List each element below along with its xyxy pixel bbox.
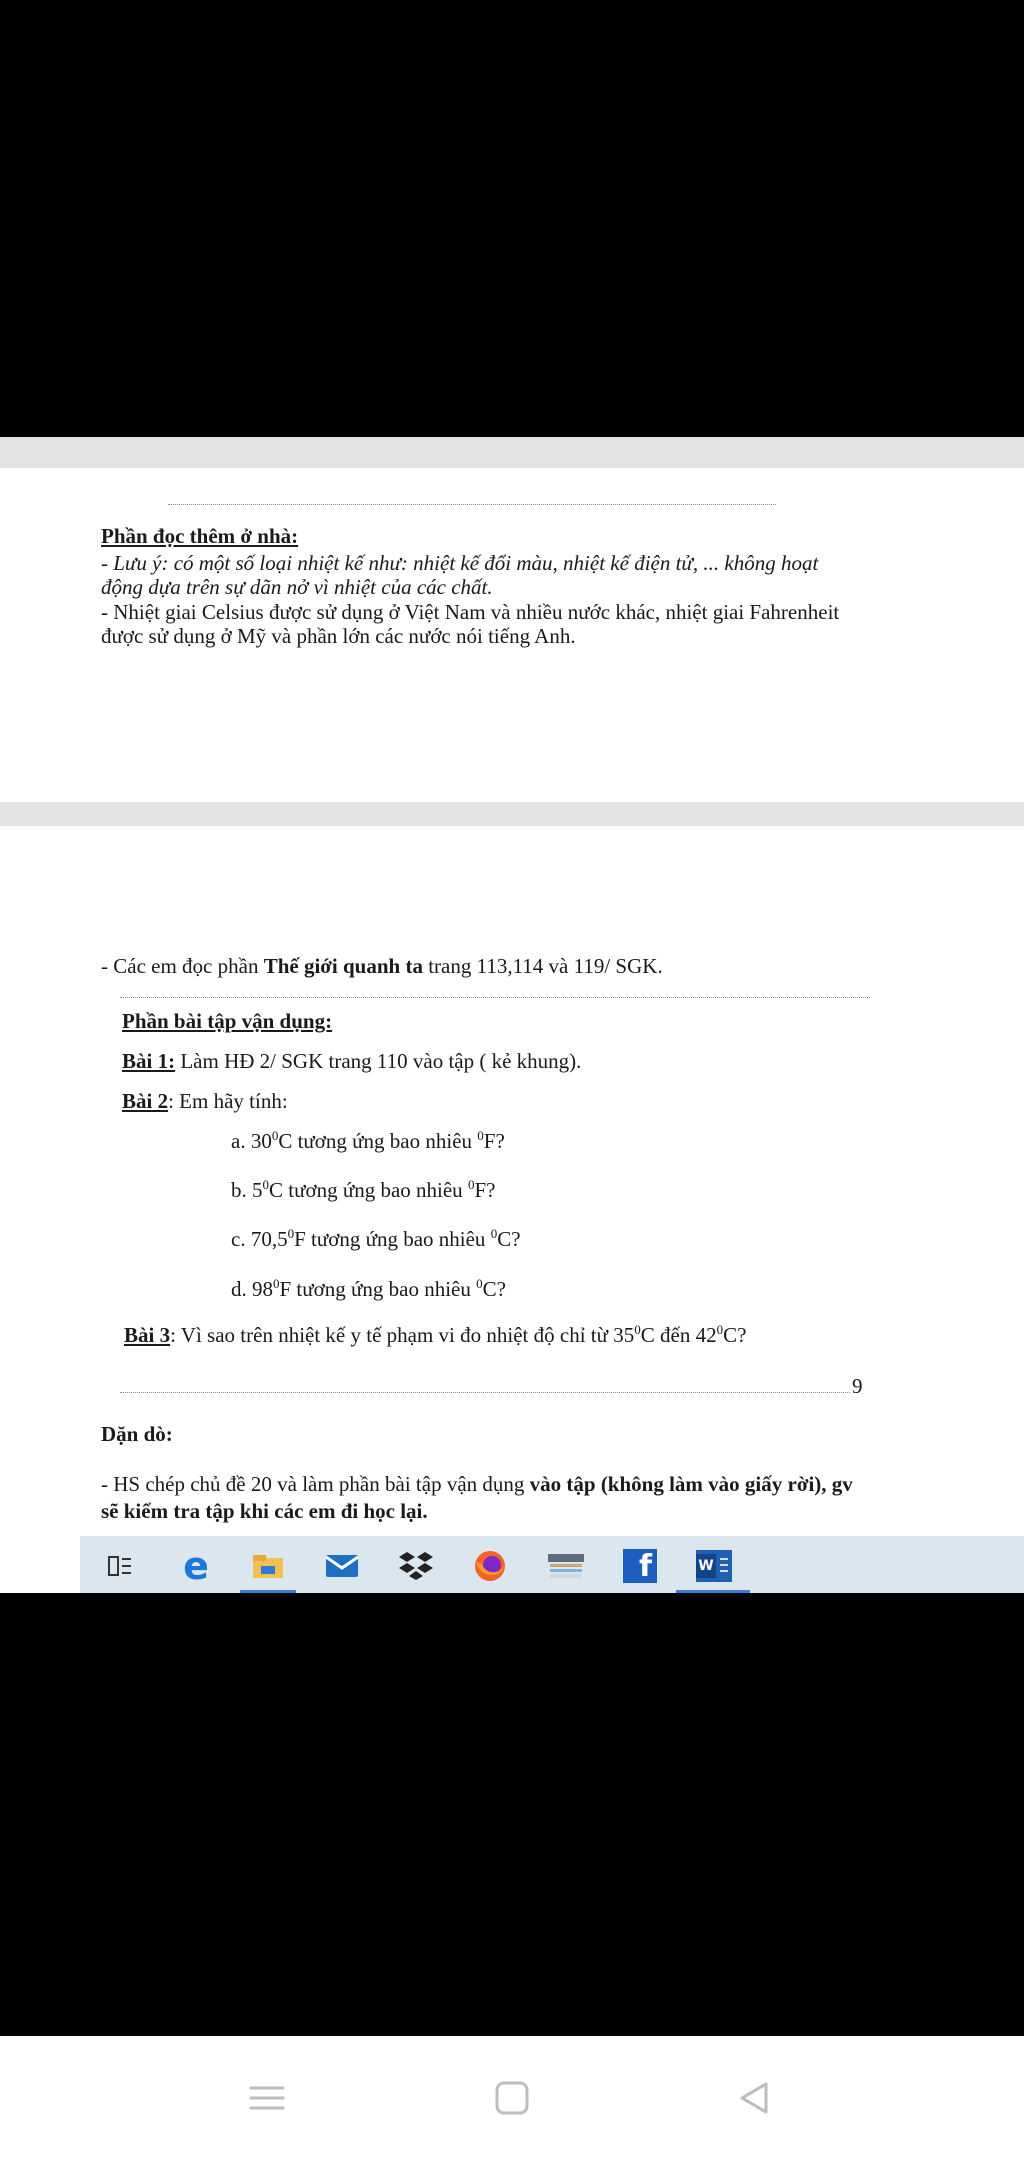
exercise-3-label: Bài 3 — [124, 1323, 171, 1347]
dotted-separator — [120, 997, 870, 998]
task-view-icon[interactable] — [100, 1546, 140, 1586]
file-explorer-icon[interactable] — [248, 1546, 288, 1586]
windows-taskbar — [0, 1536, 1024, 1593]
back-triangle-icon — [736, 2080, 772, 2116]
taskbar-search-area[interactable] — [0, 1536, 80, 1593]
back-button[interactable] — [736, 2080, 772, 2116]
menu-icon — [249, 2080, 285, 2116]
homework-line-1 — [101, 1472, 853, 1496]
store-icon[interactable] — [546, 1546, 586, 1586]
homework-line-2: sẽ kiểm tra tập khi các em đi học lại. — [101, 1499, 428, 1523]
exercise-2-item-d: d. $98^0F$ tương ứng bao nhiêu $^0$C? — [231, 1276, 506, 1301]
dotted-separator — [168, 504, 776, 505]
reading-instruction-bold: Thế giới quanh ta — [263, 954, 423, 978]
exercise-2 — [122, 1089, 288, 1113]
document-gap-top — [0, 437, 1024, 468]
exercise-1 — [122, 1049, 581, 1073]
document-page-1[interactable] — [0, 468, 1024, 802]
exercise-3: Bài 3: Vì sao trên nhiệt kế y tế phạm vi đo nhiệt độ chỉ từ $35^0C$ đến $42^0C$? — [124, 1322, 747, 1347]
home-button[interactable] — [494, 2080, 530, 2116]
page-number: 9 — [852, 1374, 863, 1398]
exercise-2-text: : Em hãy tính: — [168, 1089, 288, 1113]
document-gap-middle — [0, 802, 1024, 826]
exercise-heading: Phần bài tập vận dụng: — [122, 1009, 333, 1033]
homework-heading: Dặn dò: — [101, 1422, 173, 1446]
dropbox-icon[interactable] — [396, 1546, 436, 1586]
exercise-2-item-c: c. 70,5$^0$F tương ứng bao nhiêu $^0$C? — [231, 1226, 521, 1251]
exercise-2-item-b: b. $5^0C$ tương ứng bao nhiêu $^0$F? — [231, 1177, 496, 1202]
word-icon[interactable]: W — [694, 1546, 734, 1586]
dotted-separator — [120, 1392, 850, 1393]
recent-apps-button[interactable] — [249, 2080, 285, 2116]
mail-icon[interactable] — [322, 1546, 362, 1586]
document-page-2[interactable] — [0, 826, 1024, 1536]
homework-line-1-normal: - HS chép chủ đề 20 và làm phần bài tập vận dụng — [101, 1472, 530, 1496]
celsius-line-2: được sử dụng ở Mỹ và phần lớn các nước nói tiếng Anh. — [101, 624, 576, 648]
exercise-1-label: Bài 1: — [122, 1049, 176, 1073]
word-active-indicator — [676, 1590, 750, 1593]
note-line-2: động dựa trên sự dãn nở vì nhiệt của các chất. — [101, 575, 493, 599]
note-line-1: - Lưu ý: có một số loại nhiệt kế như: nhiệt kế đổi màu, nhiệt kế điện tử, ... không hoạt — [101, 551, 819, 575]
exercise-2-item-a: a. $30^0C$ tương ứng bao nhiêu $^0$F? — [231, 1128, 505, 1153]
reading-instruction — [101, 954, 663, 978]
android-navigation-bar — [0, 2036, 1024, 2162]
facebook-icon[interactable]: f — [620, 1546, 660, 1586]
exercise-1-text: Làm HĐ 2/ SGK trang 110 vào tập ( kẻ khung). — [175, 1049, 582, 1073]
reading-instruction-prefix: - Các em đọc phần — [101, 954, 264, 978]
firefox-icon[interactable] — [470, 1546, 510, 1586]
file-explorer-active-indicator — [240, 1590, 296, 1593]
reading-heading: Phần đọc thêm ở nhà: — [101, 524, 299, 548]
exercise-2-label: Bài 2 — [122, 1089, 169, 1113]
home-square-icon — [494, 2080, 530, 2116]
edge-icon[interactable]: e — [183, 1544, 209, 1588]
celsius-line-1: - Nhiệt giai Celsius được sử dụng ở Việt Nam và nhiều nước khác, nhiệt giai Fahrenheit — [101, 600, 840, 624]
reading-instruction-suffix: trang 113,114 và 119/ SGK. — [422, 954, 663, 978]
homework-line-1-bold: vào tập (không làm vào giấy rời), gv — [529, 1472, 853, 1496]
